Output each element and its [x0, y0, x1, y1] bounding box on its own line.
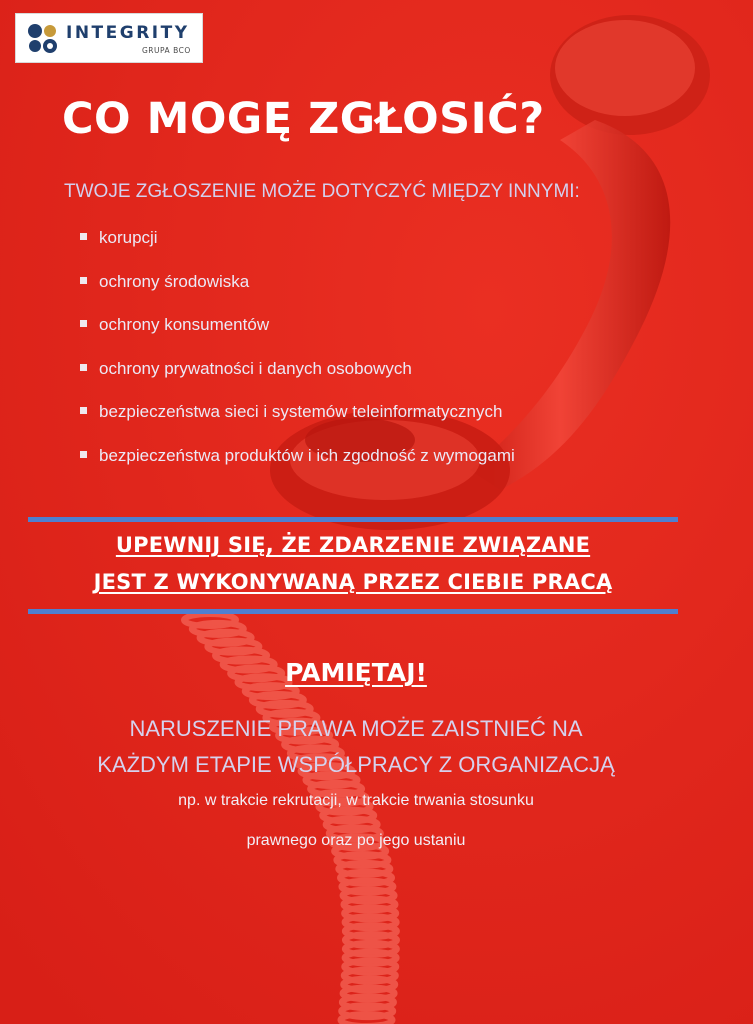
band-line-2: JEST Z WYKONYWANĄ PRZEZ CIEBIE PRACĄ: [93, 570, 613, 594]
list-item-label: bezpieczeństwa sieci i systemów teleinformatycznych: [99, 402, 503, 422]
list-item-label: korupcji: [99, 228, 158, 247]
page-title: CO MOGĘ ZGŁOSIĆ?: [62, 94, 545, 144]
list-item-label: ochrony środowiska: [99, 271, 250, 291]
list-item: [80, 398, 515, 442]
square-bullet-icon: [80, 320, 87, 327]
square-bullet-icon: [80, 364, 87, 371]
square-bullet-icon: [80, 277, 87, 284]
logo-subtitle: GRUPA BCO: [142, 46, 191, 55]
topics-list: [80, 224, 515, 486]
list-item: [80, 224, 515, 268]
remember-heading: PAMIĘTAJ!: [285, 658, 427, 687]
list-item-label: bezpieczeństwa produktów i ich zgodność z wymogami: [99, 445, 515, 465]
square-bullet-icon: [80, 407, 87, 414]
list-item-label: ochrony prywatności i danych osobowych: [99, 358, 412, 378]
band-line-1: UPEWNIJ SIĘ, ŻE ZDARZENIE ZWIĄZANE: [115, 533, 591, 557]
square-bullet-icon: [80, 451, 87, 458]
band-bottom-divider: [28, 609, 678, 614]
band-top-divider: [28, 517, 678, 522]
list-item: [80, 442, 515, 486]
note-line-2: prawnego oraz po jego ustaniu: [246, 832, 466, 849]
square-bullet-icon: [80, 233, 87, 240]
list-item-label: ochrony konsumentów: [99, 315, 270, 335]
note-line-1: np. w trakcie rekrutacji, w trakcie trwania stosunku: [178, 792, 534, 809]
logo-mark-icon: [24, 20, 62, 58]
warning-line-1: NARUSZENIE PRAWA MOŻE ZAISTNIEĆ NA: [129, 716, 583, 741]
logo-name: INTEGRITY: [66, 23, 190, 43]
list-item: [80, 268, 515, 312]
list-item: [80, 311, 515, 355]
integrity-logo: [15, 13, 203, 63]
subtitle: TWOJE ZGŁOSZENIE MOŻE DOTYCZYĆ MIĘDZY INNYMI:: [64, 181, 580, 202]
list-item: [80, 355, 515, 399]
warning-line-2: KAŻDYM ETAPIE WSPÓŁPRACY Z ORGANIZACJĄ: [97, 752, 615, 777]
